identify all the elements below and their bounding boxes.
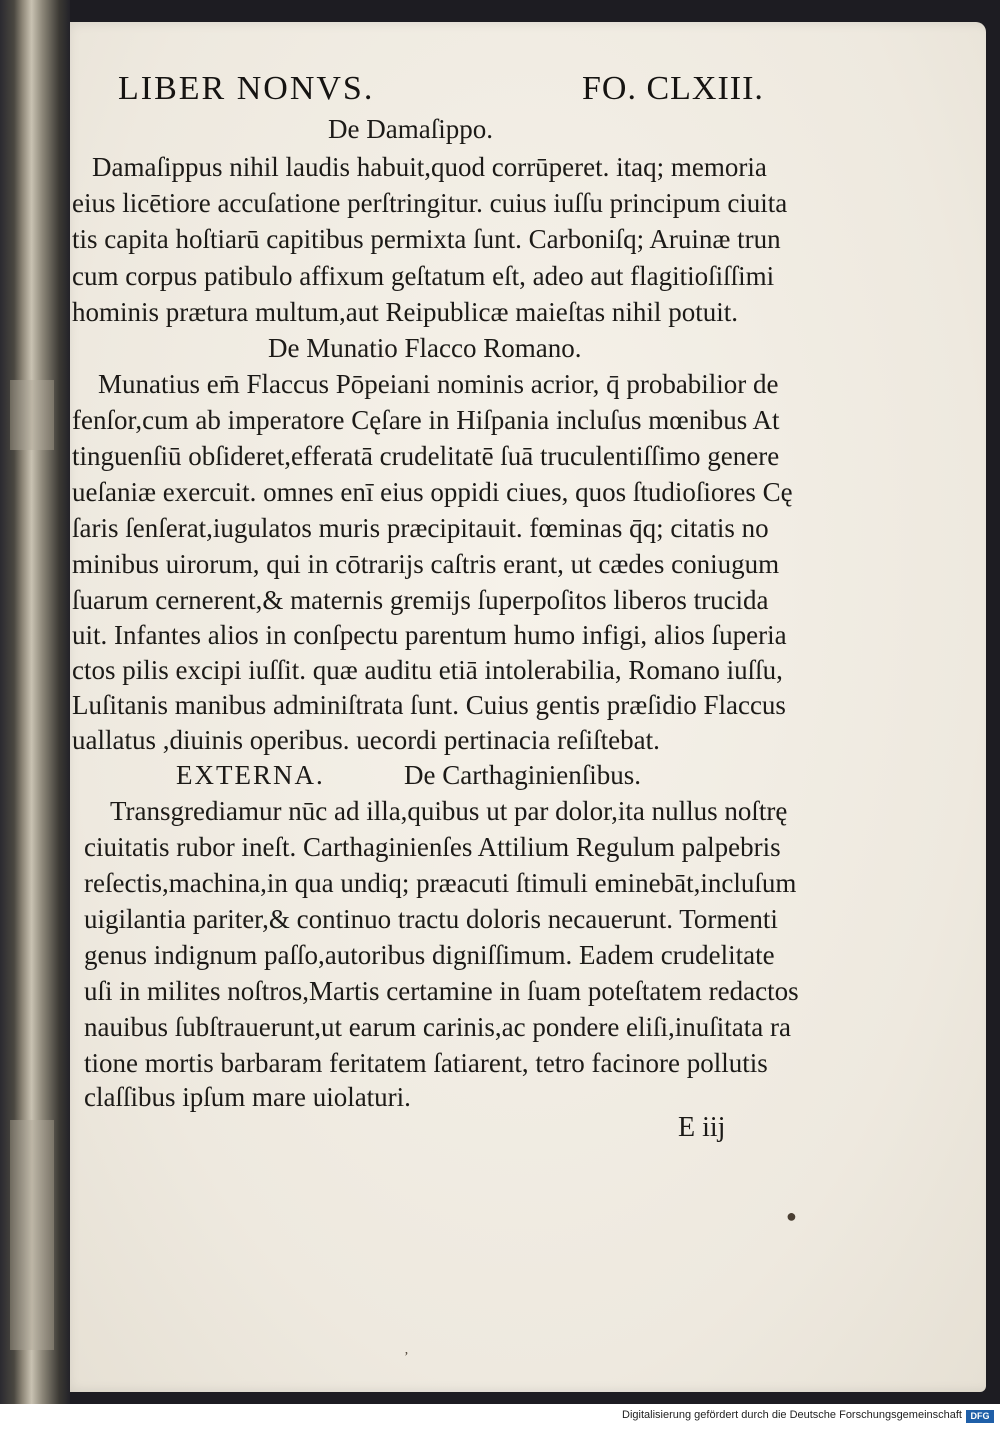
- text-line: Munatius em̄ Flaccus Pōpeiani nominis acrior, q̄ probabilior de: [98, 369, 779, 399]
- text-line: ſaris ſenſerat,iugulatos muris præcipitauit. fœminas q̄q; citatis no: [72, 513, 769, 543]
- digitization-credit-bar: [0, 1408, 1000, 1429]
- text-line: tinguenſiū obſideret,efferatā crudelitatē ſuā truculentiſſimo genere: [72, 441, 780, 471]
- section-heading: De Carthaginienſibus.: [404, 760, 641, 790]
- spine-band: [10, 1120, 54, 1350]
- text-line: uſi in milites noſtros,Martis certamine in ſuam poteſtatem redactos: [84, 976, 799, 1006]
- text-line: uigilantia pariter,& continuo tractu doloris necauerunt. Tormenti: [84, 904, 778, 934]
- ink-spot: ●: [786, 1206, 797, 1226]
- section-heading: De Munatio Flacco Romano.: [268, 333, 582, 363]
- text-line: tis capita hoſtiarū capitibus permixta ſunt. Carboniſq; Aruinæ trun: [72, 224, 781, 254]
- text-line: cum corpus patibulo affixum geſtatum eſt, adeo aut flagitioſiſſimi: [72, 261, 775, 291]
- dfg-logo-icon: DFG: [966, 1410, 994, 1423]
- text-line: nauibus ſubſtrauerunt,ut earum carinis,ac pondere eliſi,inuſitata ra: [84, 1012, 791, 1042]
- text-line: Transgrediamur nūc ad illa,quibus ut par dolor,ita nullus noſtrę: [110, 796, 788, 826]
- text-line: ciuitatis rubor ineſt. Carthaginienſes Attilium Regulum palpebris: [84, 832, 781, 862]
- text-line: Luſitanis manibus adminiſtrata ſunt. Cuius gentis præſidio Flaccus: [72, 690, 786, 720]
- text-line: reſectis,machina,in qua undiq; præacuti ſtimuli eminebāt,incluſum: [84, 868, 797, 898]
- text-line: eius licētiore accuſatione perſtringitur. cuius iuſſu principum ciuita: [72, 188, 788, 218]
- running-title: LIBER NONVS.: [118, 70, 375, 107]
- section-label: EXTERNA.: [176, 760, 325, 790]
- signature-mark: E iij: [678, 1112, 726, 1143]
- text-line: claſſibus ipſum mare uiolaturi.: [84, 1082, 411, 1112]
- folio-number: FO. CLXIII.: [582, 70, 764, 107]
- text-line: minibus uirorum, qui in cōtrarijs caſtris erant, ut cædes coniugum: [72, 549, 780, 579]
- text-line: uallatus ,diuinis operibus. uecordi pertinacia reſiſtebat.: [72, 725, 660, 755]
- text-line: Damaſippus nihil laudis habuit,quod corrūperet. itaq; memoria: [92, 152, 767, 182]
- text-line: ueſaniæ exercuit. omnes enī eius oppidi ciues, quos ſtudioſiores Cę: [72, 477, 793, 507]
- text-line: tione mortis barbaram feritatem ſatiarent, tetro facinore pollutis: [84, 1048, 768, 1078]
- text-line: fenſor,cum ab imperatore Cęſare in Hiſpania incluſus mœnibus At: [72, 405, 780, 435]
- text-line: ſuarum cernerent,& maternis gremijs ſuperpoſitos liberos trucida: [72, 585, 769, 615]
- ink-spot: ’: [404, 1350, 409, 1365]
- spine-band: [10, 380, 54, 450]
- text-line: hominis prætura multum,aut Reipublicæ maieſtas nihil potuit.: [72, 297, 738, 327]
- text-line: ctos pilis excipi iuſſit. quæ auditu etiā intolerabilia, Romano iuſſu,: [72, 655, 783, 685]
- credit-text: Digitalisierung gefördert durch die Deutsche Forschungsgemeinschaft: [622, 1409, 962, 1421]
- text-line: uit. Infantes alios in conſpectu parentum humo infigi, alios ſuperia: [72, 620, 787, 650]
- text-line: genus indignum paſſo,autoribus digniſſimum. Eadem crudelitate: [84, 940, 775, 970]
- book-spine: [0, 0, 70, 1404]
- section-heading: De Damaſippo.: [328, 114, 493, 144]
